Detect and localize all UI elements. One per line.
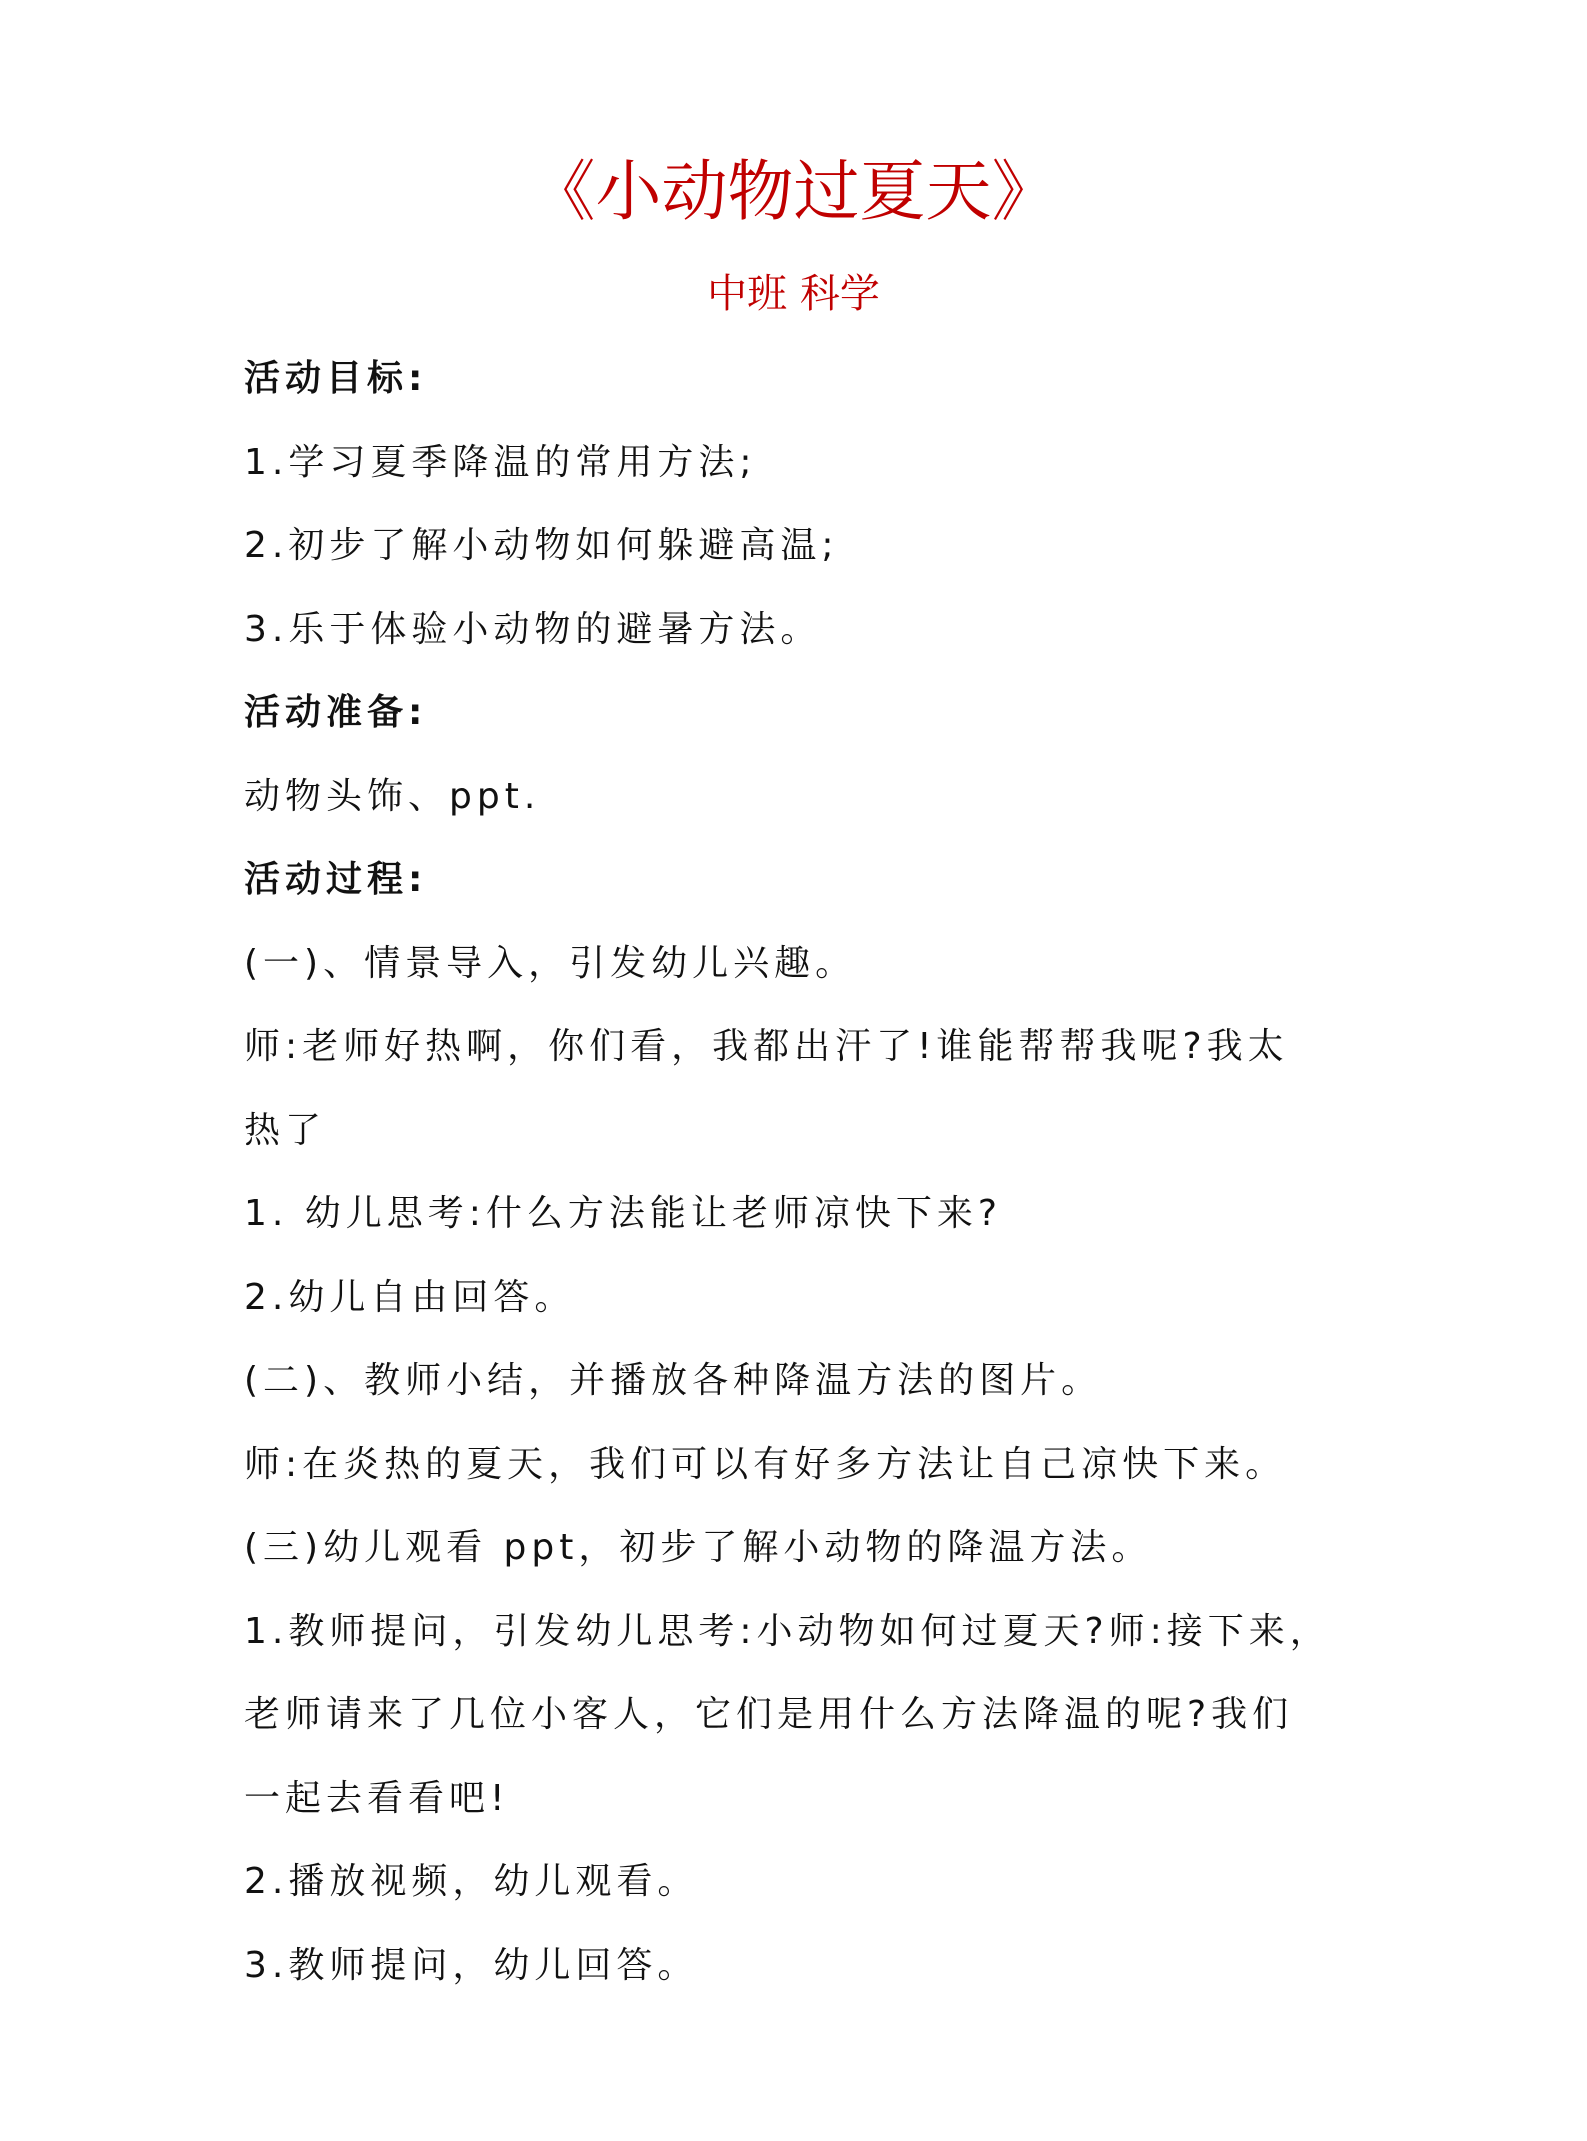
paragraph-line: 动物头饰、ppt.: [244, 775, 541, 817]
section-heading: 活动过程:: [244, 859, 428, 900]
paragraph-line: 2.幼儿自由回答。: [244, 1276, 576, 1318]
paragraph-line: (二)、教师小结，并播放各种降温方法的图片。: [244, 1360, 1103, 1401]
section-heading: 活动目标:: [244, 358, 428, 399]
section-heading: 活动准备:: [244, 692, 428, 733]
paragraph-line: 1.学习夏季降温的常用方法;: [244, 441, 757, 483]
paragraph-line: 2.初步了解小动物如何躲避高温;: [244, 525, 839, 566]
paragraph-line: 3.乐于体验小动物的避暑方法。: [244, 608, 822, 650]
paragraph-line: (一)、情景导入，引发幼儿兴趣。: [244, 942, 857, 984]
paragraph-line: 3.教师提问，幼儿回答。: [244, 1944, 699, 1986]
paragraph-line: (三)幼儿观看 ppt，初步了解小动物的降温方法。: [244, 1527, 1153, 1568]
paragraph-line: 热了: [244, 1109, 327, 1151]
paragraph-line: 2.播放视频，幼儿观看。: [244, 1861, 699, 1902]
paragraph-line: 1.教师提问，引发幼儿思考:小动物如何过夏天?师:接下来，: [244, 1610, 1331, 1652]
document-subtitle: 中班 科学: [707, 271, 880, 317]
paragraph-line: 师:在炎热的夏天，我们可以有好多方法让自己凉快下来。: [244, 1443, 1287, 1485]
document-title: 《小动物过夏天》: [529, 153, 1058, 230]
paragraph-line: 1. 幼儿思考:什么方法能让老师凉快下来?: [244, 1193, 1003, 1234]
paragraph-line: 老师请来了几位小客人，它们是用什么方法降温的呢?我们: [244, 1694, 1294, 1735]
paragraph-line: 一起去看看吧!: [244, 1777, 510, 1819]
paragraph-line: 师:老师好热啊，你们看，我都出汗了!谁能帮帮我呢?我太: [244, 1026, 1289, 1067]
document-body: [244, 337, 1364, 2007]
